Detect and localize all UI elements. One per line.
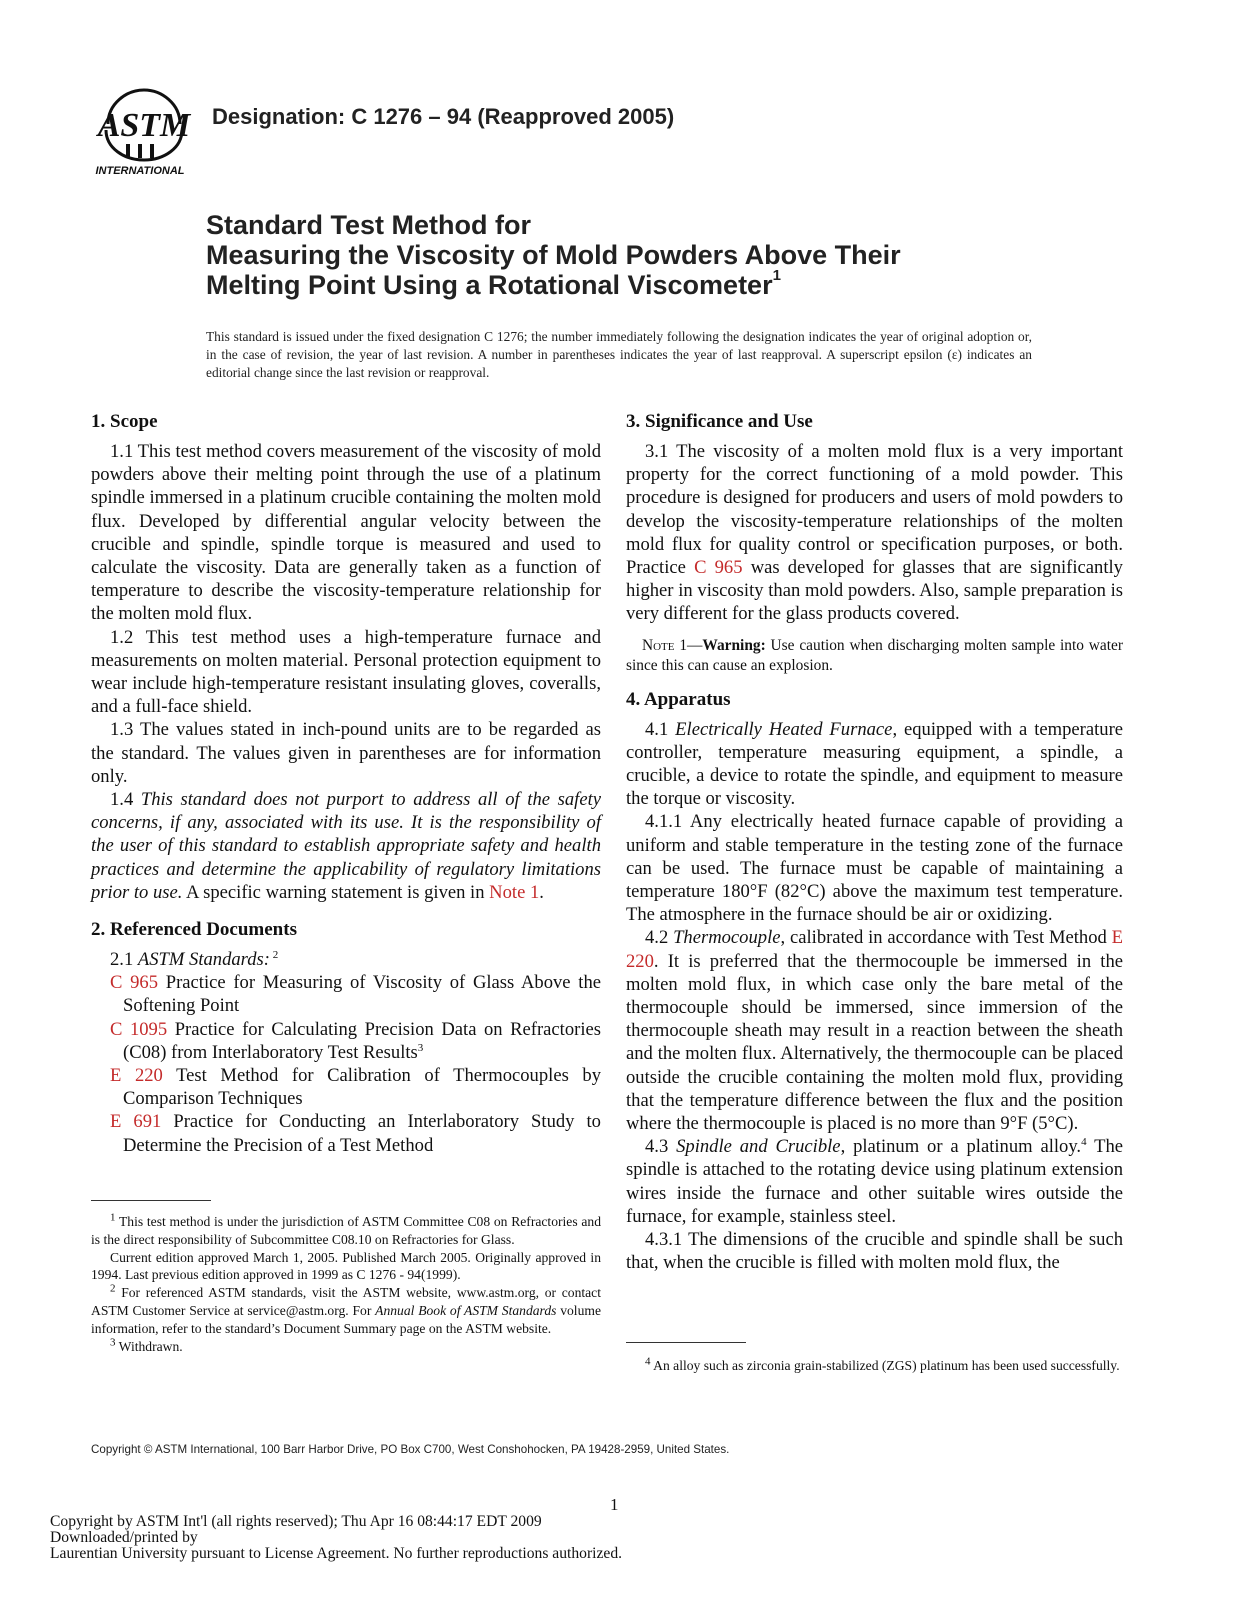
right-footnotes bbox=[626, 1342, 1123, 1375]
footnote-1b: Current edition approved March 1, 2005. Published March 2005. Originally approved in 1994. Last previous edition approved in 1999 as C 1276 - 94(1999). bbox=[91, 1249, 601, 1283]
footnote-rule bbox=[91, 1200, 211, 1201]
astm-logo bbox=[92, 84, 192, 180]
download-line-3: Laurentian University pursuant to License Agreement. No further reproductions authorized. bbox=[50, 1545, 623, 1562]
footnote-2-italic: Annual Book of ASTM Standards bbox=[375, 1302, 557, 1318]
scope-heading: 1. Scope bbox=[91, 411, 158, 432]
apparatus-4-1 bbox=[626, 718, 1123, 811]
footnote-3 bbox=[91, 1338, 601, 1356]
reference-item bbox=[110, 1110, 601, 1156]
title-line-1: Standard Test Method for bbox=[206, 210, 532, 240]
scope-1-4-italic: This standard does not purport to address all of the safety concerns, if any, associated with its use. It is the responsibility of the user of this standard to establish appropriate safety and health practices and determine the applicability of regulatory limitations prior to use. bbox=[91, 789, 602, 903]
reference-link-c1095[interactable]: C 1095 bbox=[110, 1018, 168, 1040]
reference-link-e220[interactable]: E 220 bbox=[110, 1065, 163, 1087]
footnotes-block bbox=[91, 1213, 601, 1355]
footnote-4-para bbox=[626, 1357, 1123, 1375]
significance-3-1 bbox=[626, 440, 1123, 626]
apparatus-4-3-a: , platinum or a platinum alloy. bbox=[840, 1136, 1082, 1158]
c965-link[interactable]: C 965 bbox=[694, 557, 743, 579]
references-heading: 2. Referenced Documents bbox=[91, 919, 297, 941]
references-intro-italic: ASTM Standards: bbox=[137, 949, 270, 971]
footnote-3-mark: 3 bbox=[110, 1336, 116, 1349]
reference-text: Test Method for Calibration of Thermocouples by Comparison Techniques bbox=[123, 1065, 602, 1110]
footnote-1-mark: 1 bbox=[110, 1211, 116, 1224]
footnote-2-mark: 2 bbox=[110, 1282, 116, 1295]
scope-1-4-rest: A specific warning statement is given in bbox=[182, 881, 490, 903]
apparatus-4-2-b: . It is preferred that the thermocouple be immersed in the molten mold flux, in which case only the bare metal of the thermocouple should be immersed, since immersion of the thermocouple sheath may result in a reaction between the sheath and the molten flux. Alternatively, the thermocouple can be placed outside the crucible containing the molten mold flux, providing that the temperature difference between the flux and the position where the thermocouple is placed is no more than 9°F (5°C). bbox=[626, 950, 1123, 1135]
download-notice bbox=[50, 1514, 622, 1562]
apparatus-4-3-b: The spindle is attached to the rotating device using platinum extension wires inside the furnace and other suitable wires outside the furnace, for example, stainless steel. bbox=[626, 1136, 1124, 1227]
footnote-1 bbox=[91, 1213, 601, 1249]
reference-link-c965[interactable]: C 965 bbox=[110, 972, 159, 994]
page-number: 1 bbox=[610, 1495, 619, 1514]
reference-item bbox=[110, 1018, 601, 1064]
apparatus-4-1-italic: Electrically Heated Furnace bbox=[675, 718, 893, 740]
issue-note: This standard is issued under the fixed designation C 1276; the number immediately following the designation indicates the year of original adoption or, in the case of revision, the year of last revision. A number in parentheses indicates the year of last reapproval. A superscript epsilon (ε) indicates an editorial change since the last revision or reapproval. bbox=[206, 329, 1032, 380]
reference-link-e691[interactable]: E 691 bbox=[110, 1111, 162, 1133]
references-intro-num: 2.1 bbox=[110, 949, 138, 971]
footnote-2-text-a: For referenced ASTM standards, visit the ASTM website, www.astm.org, or contact ASTM Customer Service at service@astm.org. For bbox=[91, 1285, 601, 1318]
references-intro-sup: 2 bbox=[269, 948, 279, 961]
note-1-label: Note 1 bbox=[642, 636, 688, 654]
scope-1-4-num: 1.4 bbox=[110, 789, 141, 811]
apparatus-4-2-a: , calibrated in accordance with Test Method bbox=[780, 927, 1112, 949]
apparatus-4-1-num: 4.1 bbox=[645, 718, 676, 740]
apparatus-4-3 bbox=[626, 1135, 1123, 1228]
reference-text: Practice for Measuring of Viscosity of Glass Above the Softening Point bbox=[123, 972, 601, 1017]
astm-logo-graphic bbox=[92, 84, 192, 180]
right-column bbox=[626, 410, 1123, 1275]
e220-link[interactable]: E 220 bbox=[626, 927, 1123, 972]
significance-3-1-b: was developed for glasses that are significantly higher in viscosity than mold powders. Also, sample preparation is very different for the glass products covered. bbox=[626, 557, 1123, 625]
scope-1-2: 1.2 This test method uses a high-temperature furnace and measurements on molten material. Personal protection equipment to wear include high-temperature resistant insulating gloves, coveralls, and a full-face shield. bbox=[91, 626, 601, 718]
note-1-text: Use caution when discharging molten sample into water since this can cause an explosion. bbox=[626, 636, 1123, 674]
references-intro bbox=[91, 948, 601, 971]
title-line-3-text: Melting Point Using a Rotational Viscometer bbox=[206, 270, 773, 300]
apparatus-4-3-sup: 4 bbox=[1081, 1136, 1087, 1149]
references-list bbox=[91, 971, 601, 1157]
note-1-dash: — bbox=[687, 636, 703, 654]
apparatus-4-2-num: 4.2 bbox=[645, 927, 674, 949]
significance-3-1-a: 3.1 The viscosity of a molten mold flux is a very important property for the correct functioning of a mold powder. This procedure is designed for producers and users of mold powders to develop the viscosity-temperature relationships of the molten mold flux for quality control or specification purposes, or both. Practice bbox=[626, 441, 1123, 579]
copyright-line: Copyright © ASTM International, 100 Barr Harbor Drive, PO Box C700, West Conshohocken, PA 19428-2959, United States. bbox=[91, 1443, 730, 1456]
footnote-4-text: An alloy such as zirconia grain-stabilized (ZGS) platinum has been used successfully. bbox=[650, 1358, 1120, 1373]
apparatus-heading: 4. Apparatus bbox=[626, 688, 731, 710]
apparatus-4-3-num: 4.3 bbox=[645, 1136, 677, 1158]
scope-1-3: 1.3 The values stated in inch-pound units are to be regarded as the standard. The values given in parentheses are for information only. bbox=[91, 719, 601, 787]
footnote-2-text-b: volume information, refer to the standard’s Document Summary page on the ASTM website. bbox=[91, 1302, 601, 1336]
logo-international: INTERNATIONAL bbox=[95, 165, 185, 177]
left-footnotes bbox=[91, 1200, 601, 1355]
title-line-3 bbox=[206, 267, 1066, 300]
apparatus-4-1-1: 4.1.1 Any electrically heated furnace capable of providing a uniform and stable temperature in the testing zone of the furnace can be used. The furnace must be capable of maintaining a temperature 180°F (82°C) above the maximum test temperature. The atmosphere in the furnace should be air or oxidizing. bbox=[626, 811, 1123, 926]
reference-text: Practice for Conducting an Interlaboratory Study to Determine the Precision of a Test Method bbox=[123, 1111, 601, 1156]
reference-text: Practice for Calculating Precision Data on Refractories (C08) from Interlaboratory Test Results bbox=[123, 1018, 601, 1063]
apparatus-4-1-text: , equipped with a temperature controller, temperature measuring equipment, a spindle, a crucible, a device to rotate the spindle, and equipment to measure the torque or viscosity. bbox=[626, 718, 1124, 810]
title-line-2: Measuring the Viscosity of Mold Powders Above Their bbox=[206, 240, 901, 270]
title-footnote-mark: 1 bbox=[772, 267, 781, 284]
note-1-link[interactable]: Note 1 bbox=[489, 881, 540, 903]
scope-1-4 bbox=[91, 788, 601, 904]
download-line-2: Downloaded/printed by bbox=[50, 1529, 198, 1546]
apparatus-4-2 bbox=[626, 926, 1123, 1135]
scope-1-1: 1.1 This test method covers measurement of the viscosity of mold powders above their melting point through the use of a platinum spindle immersed in a platinum crucible containing the molten mold flux. Developed by differential angular velocity between the crucible and spindle, spindle torque is measured and used to calculate the viscosity. Data are generally taken as a function of temperature to describe the viscosity-temperature relationship for the molten mold flux. bbox=[91, 441, 601, 625]
note-1-warning: Warning: bbox=[702, 636, 766, 654]
footnote-2 bbox=[91, 1284, 601, 1337]
footnote-rule bbox=[626, 1342, 746, 1343]
footnote-4 bbox=[626, 1357, 1123, 1375]
note-1 bbox=[626, 636, 1123, 676]
significance-heading: 3. Significance and Use bbox=[626, 411, 813, 432]
apparatus-4-2-italic: Thermocouple bbox=[673, 927, 781, 949]
scope-1-4-end: . bbox=[539, 881, 544, 903]
logo-letters: ASTM bbox=[97, 107, 191, 144]
reference-sup: 3 bbox=[417, 1041, 424, 1054]
reference-item bbox=[110, 971, 601, 1017]
footnote-1-text: This test method is under the jurisdiction of ASTM Committee C08 on Refractories and is the direct responsibility of Subcommittee C08.10 on Refractories for Glass. bbox=[91, 1214, 601, 1247]
apparatus-4-3-1: 4.3.1 The dimensions of the crucible and spindle shall be such that, when the crucible is filled with molten mold flux, the bbox=[626, 1229, 1123, 1274]
reference-item bbox=[110, 1064, 601, 1110]
document-title bbox=[206, 210, 1066, 300]
left-column bbox=[91, 410, 601, 1157]
footnote-3-text: Withdrawn. bbox=[115, 1338, 183, 1354]
apparatus-4-3-italic: Spindle and Crucible bbox=[676, 1136, 841, 1158]
footnote-4-mark: 4 bbox=[645, 1355, 651, 1368]
download-line-1: Copyright by ASTM Int'l (all rights reserved); Thu Apr 16 08:44:17 EDT 2009 bbox=[50, 1513, 542, 1530]
designation: Designation: C 1276 – 94 (Reapproved 2005) bbox=[212, 104, 675, 129]
